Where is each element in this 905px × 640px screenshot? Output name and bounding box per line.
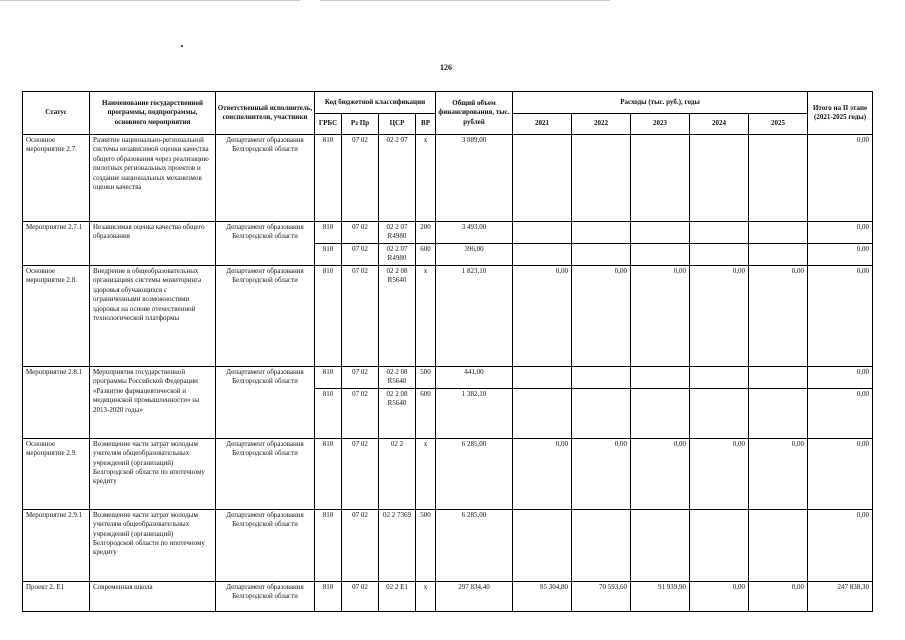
cell-csr: 02 2 08 R5640 — [379, 265, 416, 366]
cell-vr: 600 — [416, 243, 436, 265]
cell-2022 — [572, 366, 631, 388]
cell-csr: 02 2 Е1 — [379, 581, 416, 611]
table-row — [23, 366, 873, 388]
col-stage-total: Итого на II этапе (2021-2025 годы) — [808, 92, 873, 135]
cell-grbs: 810 — [315, 222, 342, 244]
cell-name: Внедрение в общеобразовательных организациях системы мониторинга здоровья обучающихся с ограниченными возможностями здоровья на основе отечественной технологической платформы — [90, 265, 216, 366]
cell-executor: Департамент образования Белгородской области — [216, 135, 315, 222]
cell-total: 1 823,10 — [436, 265, 513, 366]
cell-2025 — [749, 509, 808, 581]
cell-status: Основное мероприятие 2.7. — [23, 135, 90, 222]
cell-status: Мероприятие 2.8.1 — [23, 366, 90, 438]
cell-total: 6 285,00 — [436, 438, 513, 509]
table-row — [23, 509, 873, 581]
scan-speck — [181, 45, 183, 47]
cell-name: Мероприятия государственной программы Российской Федерации «Развитие фармацевтической и медицинской промышленности» на 2013-2020 годы» — [90, 366, 216, 438]
cell-rzpr: 07 02 — [342, 265, 379, 366]
cell-2022 — [572, 243, 631, 265]
cell-vr: 200 — [416, 222, 436, 244]
cell-2024: 0,00 — [690, 581, 749, 611]
cell-2024 — [690, 366, 749, 388]
col-2023: 2023 — [631, 114, 690, 135]
cell-2025 — [749, 366, 808, 388]
col-rzpr: Рз Пр — [342, 114, 379, 135]
cell-rzpr: 07 02 — [342, 135, 379, 222]
cell-status: Мероприятие 2.7.1 — [23, 222, 90, 266]
cell-2023: 0,00 — [631, 438, 690, 509]
cell-2025 — [749, 243, 808, 265]
cell-2024 — [690, 388, 749, 438]
cell-name: Возмещение части затрат молодым учителям общеобразовательных учреждений (организаций) Белгородской области по ипотечному кредиту — [90, 509, 216, 581]
cell-grbs: 810 — [315, 265, 342, 366]
cell-status: Проект 2. Е1 — [23, 581, 90, 611]
cell-executor: Департамент образования Белгородской области — [216, 581, 315, 611]
cell-rzpr: 07 02 — [342, 222, 379, 244]
cell-2024: 0,00 — [690, 265, 749, 366]
cell-stage-total: 247 838,30 — [808, 581, 873, 611]
col-2022: 2022 — [572, 114, 631, 135]
cell-stage-total: 0,00 — [808, 509, 873, 581]
cell-vr: х — [416, 135, 436, 222]
cell-2023 — [631, 509, 690, 581]
cell-csr: 02 2 08 R5640 — [379, 388, 416, 438]
cell-name: Современная школа — [90, 581, 216, 611]
cell-total: 441,00 — [436, 366, 513, 388]
table-body — [23, 135, 873, 612]
cell-2022: 0,00 — [572, 438, 631, 509]
table-row — [23, 438, 873, 509]
cell-2022 — [572, 509, 631, 581]
cell-2024 — [690, 243, 749, 265]
cell-status: Мероприятие 2.9.1 — [23, 509, 90, 581]
cell-name: Возмещение части затрат молодым учителям общеобразовательных учреждений (организаций) Белгородской области по ипотечному кредиту — [90, 438, 216, 509]
cell-2023 — [631, 135, 690, 222]
cell-2021: 0,00 — [513, 438, 572, 509]
table-row — [23, 135, 873, 222]
cell-rzpr: 07 02 — [342, 366, 379, 388]
cell-vr: 500 — [416, 366, 436, 388]
cell-2024: 0,00 — [690, 438, 749, 509]
cell-stage-total: 0,00 — [808, 438, 873, 509]
cell-grbs: 810 — [315, 366, 342, 388]
scan-edge-line — [0, 0, 300, 1]
cell-2023 — [631, 222, 690, 244]
col-name: Наименование государственной программы, подпрограммы, основного мероприятия — [90, 92, 216, 135]
cell-2021 — [513, 366, 572, 388]
cell-2025 — [749, 222, 808, 244]
cell-grbs: 810 — [315, 581, 342, 611]
cell-2025: 0,00 — [749, 581, 808, 611]
cell-stage-total: 0,00 — [808, 135, 873, 222]
cell-2021 — [513, 222, 572, 244]
cell-stage-total: 0,00 — [808, 243, 873, 265]
cell-2023 — [631, 243, 690, 265]
cell-csr: 02 2 08 R5640 — [379, 366, 416, 388]
cell-2022: 0,00 — [572, 265, 631, 366]
cell-total: 297 834,40 — [436, 581, 513, 611]
page-number: 126 — [440, 63, 452, 72]
cell-rzpr: 07 02 — [342, 581, 379, 611]
scan-edge-line — [320, 0, 610, 1]
cell-grbs: 810 — [315, 135, 342, 222]
cell-stage-total: 0,00 — [808, 366, 873, 388]
cell-grbs: 810 — [315, 509, 342, 581]
cell-grbs: 810 — [315, 388, 342, 438]
cell-2023: 91 939,90 — [631, 581, 690, 611]
cell-2023 — [631, 388, 690, 438]
cell-rzpr: 07 02 — [342, 388, 379, 438]
cell-rzpr: 07 02 — [342, 438, 379, 509]
col-status: Статус — [23, 92, 90, 135]
cell-2023: 0,00 — [631, 265, 690, 366]
cell-grbs: 810 — [315, 438, 342, 509]
cell-2025: 0,00 — [749, 265, 808, 366]
cell-rzpr: 07 02 — [342, 243, 379, 265]
cell-rzpr: 07 02 — [342, 509, 379, 581]
cell-grbs: 810 — [315, 243, 342, 265]
cell-vr: 500 — [416, 509, 436, 581]
cell-2025: 0,00 — [749, 438, 808, 509]
cell-vr: х — [416, 438, 436, 509]
cell-executor: Департамент образования Белгородской области — [216, 438, 315, 509]
cell-2021 — [513, 509, 572, 581]
cell-executor: Департамент образования Белгородской области — [216, 509, 315, 581]
cell-executor: Департамент образования Белгородской области — [216, 366, 315, 438]
cell-name: Развитие национально-региональной системы независимой оценки качества общего образования через реализацию пилотных региональных проектов и создание национальных механизмов оценки качества — [90, 135, 216, 222]
col-vr: ВР — [416, 114, 436, 135]
cell-stage-total: 0,00 — [808, 265, 873, 366]
cell-status: Основное мероприятие 2.9. — [23, 438, 90, 509]
col-2024: 2024 — [690, 114, 749, 135]
cell-2024 — [690, 135, 749, 222]
cell-stage-total: 0,00 — [808, 388, 873, 438]
cell-vr: х — [416, 581, 436, 611]
cell-2024 — [690, 222, 749, 244]
cell-2025 — [749, 135, 808, 222]
cell-total: 1 382,10 — [436, 388, 513, 438]
col-2021: 2021 — [513, 114, 572, 135]
cell-csr: 02 2 — [379, 438, 416, 509]
cell-2021: 85 304,80 — [513, 581, 572, 611]
cell-2022 — [572, 222, 631, 244]
cell-2021: 0,00 — [513, 265, 572, 366]
cell-stage-total: 0,00 — [808, 222, 873, 244]
cell-csr: 02 2 7369 — [379, 509, 416, 581]
cell-vr: 600 — [416, 388, 436, 438]
cell-csr: 02 2 07 R4980 — [379, 243, 416, 265]
budget-table — [22, 91, 873, 612]
cell-total: 6 285,00 — [436, 509, 513, 581]
table-header — [23, 92, 873, 135]
col-2025: 2025 — [749, 114, 808, 135]
table-row — [23, 265, 873, 366]
table-row — [23, 222, 873, 244]
cell-2021 — [513, 243, 572, 265]
table-row — [23, 581, 873, 611]
col-total-volume: Общий объем финансирования, тыс. рублей — [436, 92, 513, 135]
col-expenses: Расходы (тыс. руб.), годы — [513, 92, 808, 114]
cell-2025 — [749, 388, 808, 438]
cell-2023 — [631, 366, 690, 388]
cell-total: 3 493,00 — [436, 222, 513, 244]
cell-name: Независимая оценка качества общего образования — [90, 222, 216, 266]
cell-2021 — [513, 135, 572, 222]
cell-2024 — [690, 509, 749, 581]
cell-2022: 70 593,60 — [572, 581, 631, 611]
col-budget-code: Код бюджетной классификации — [315, 92, 436, 114]
col-grbs: ГРБС — [315, 114, 342, 135]
col-executor: Ответственный исполнитель, соисполнители, участники — [216, 92, 315, 135]
cell-executor: Департамент образования Белгородской области — [216, 222, 315, 266]
cell-status: Основное мероприятие 2.8. — [23, 265, 90, 366]
col-csr: ЦСР — [379, 114, 416, 135]
cell-csr: 02 2 07 R4980 — [379, 222, 416, 244]
cell-vr: х — [416, 265, 436, 366]
cell-executor: Департамент образования Белгородской области — [216, 265, 315, 366]
cell-2022 — [572, 388, 631, 438]
cell-2021 — [513, 388, 572, 438]
cell-csr: 02 2 07 — [379, 135, 416, 222]
cell-total: 396,00 — [436, 243, 513, 265]
cell-2022 — [572, 135, 631, 222]
cell-total: 3 889,00 — [436, 135, 513, 222]
